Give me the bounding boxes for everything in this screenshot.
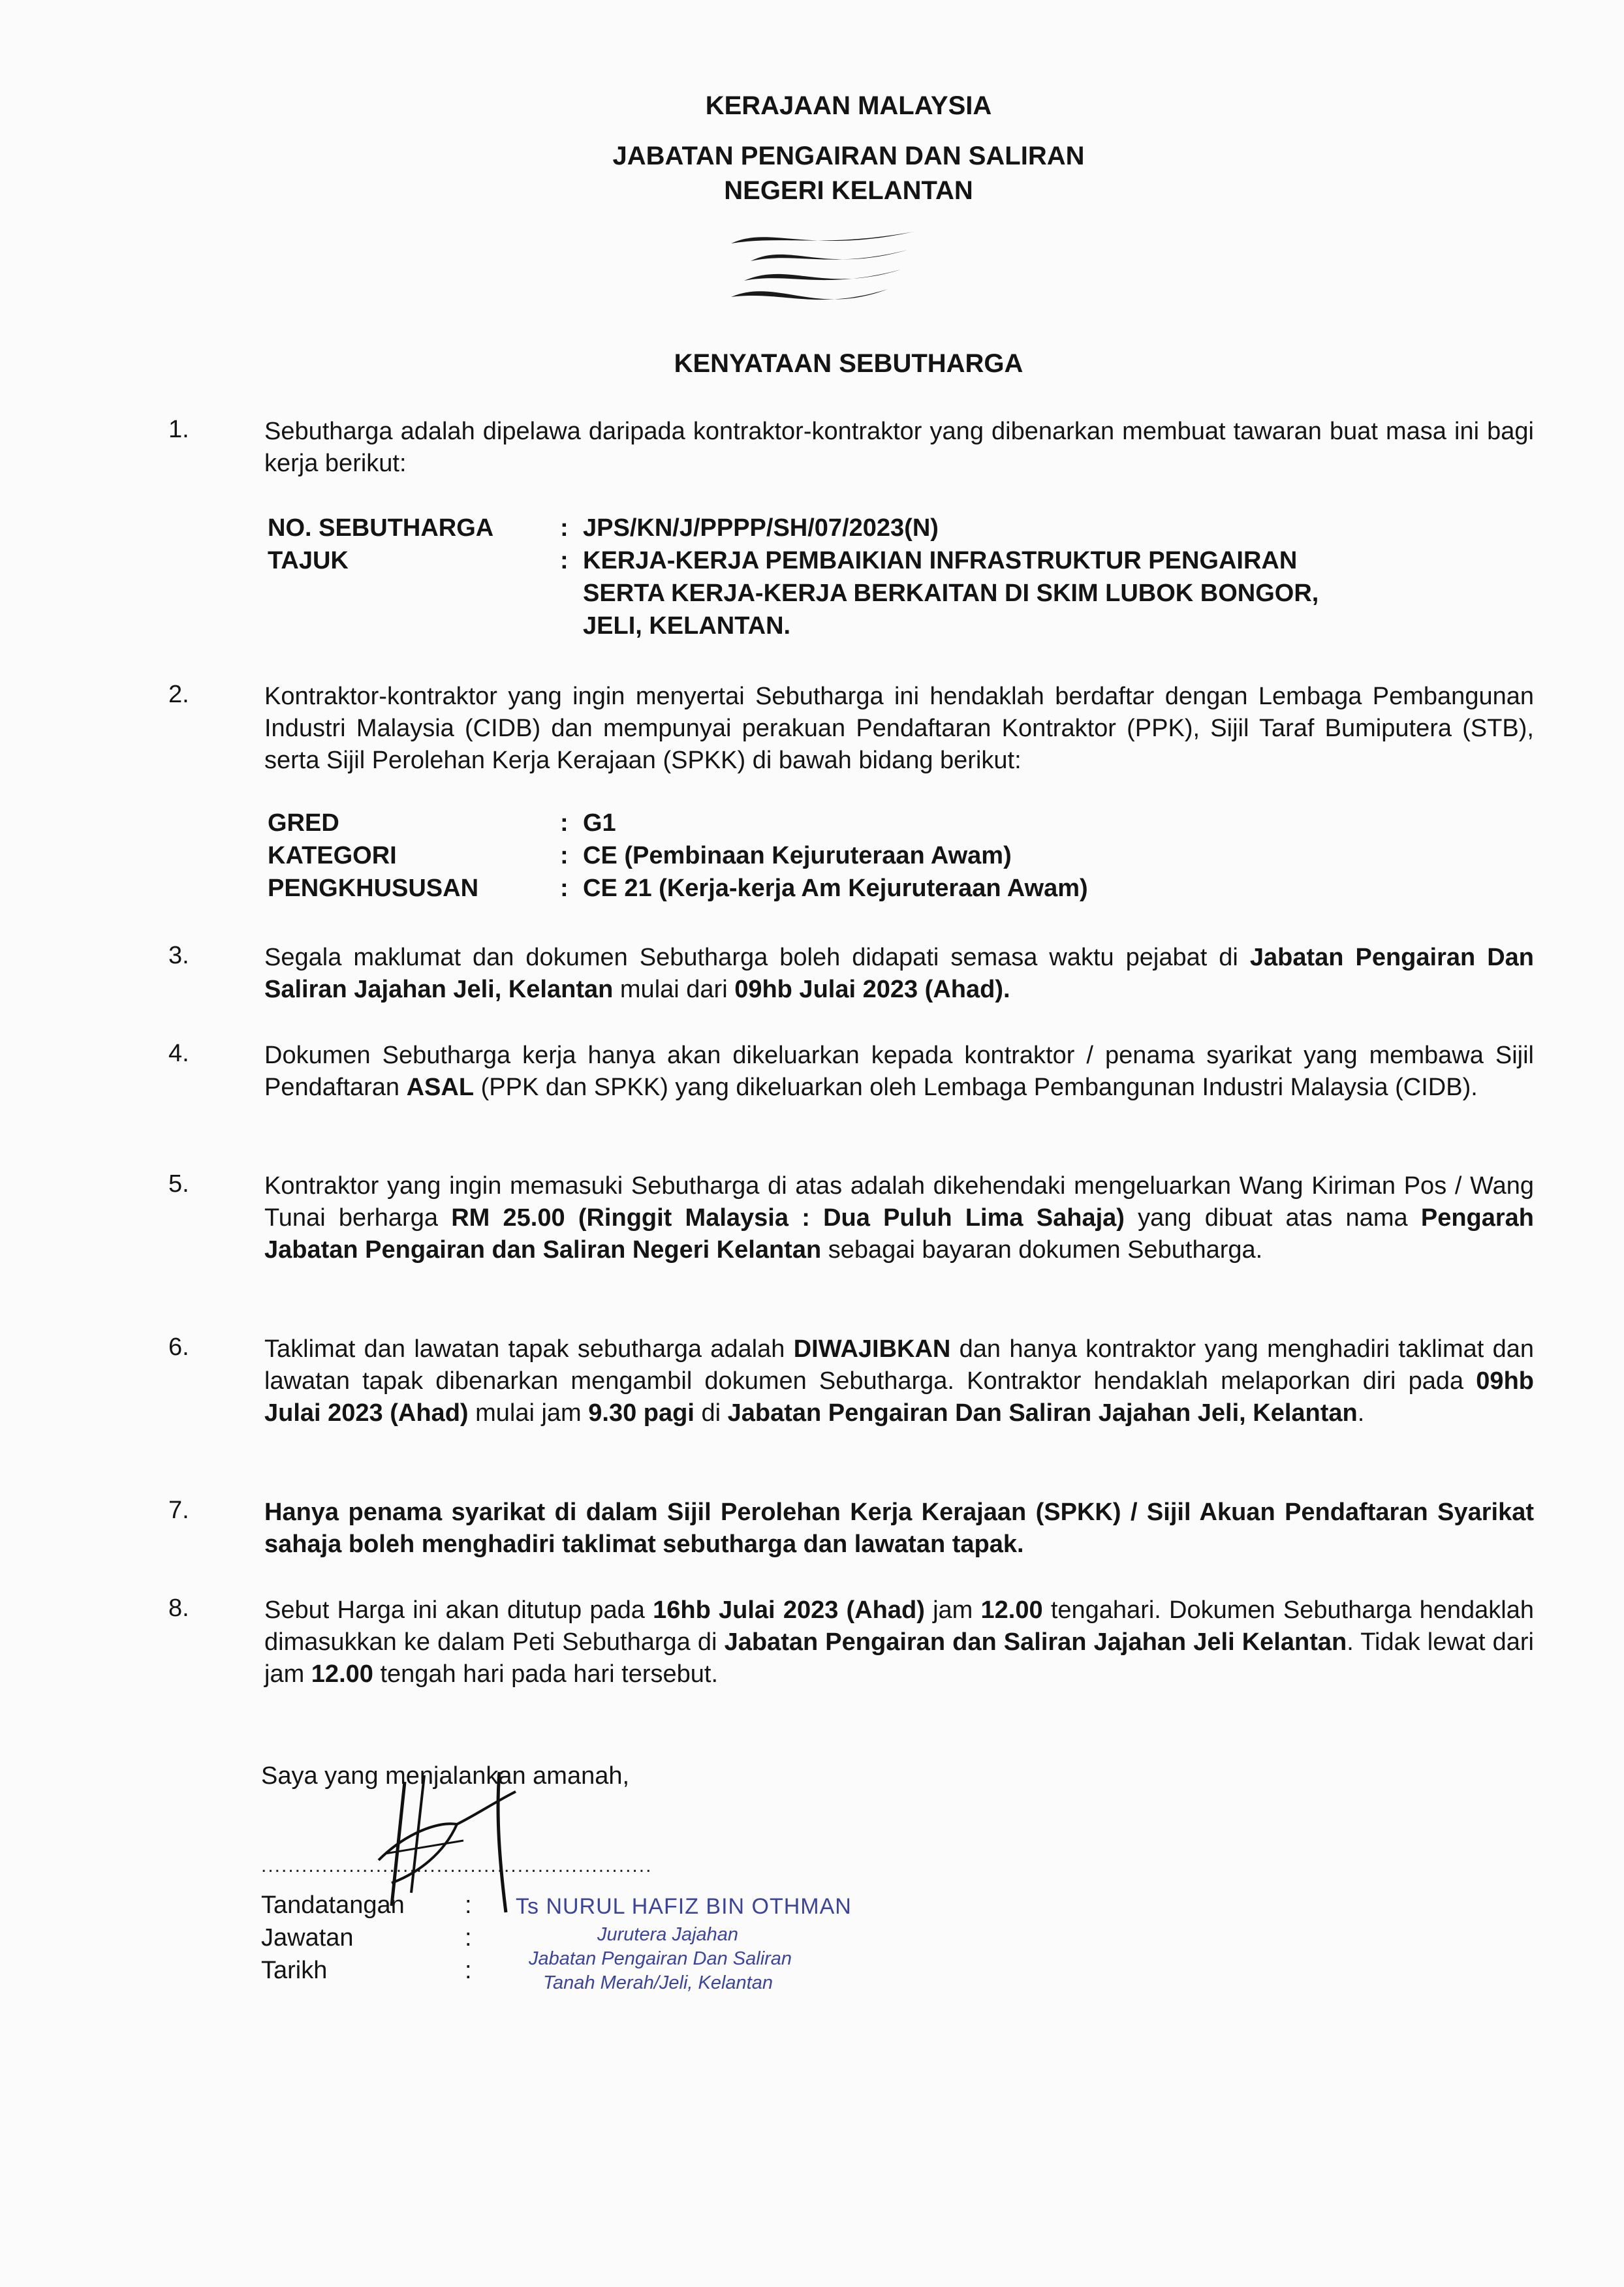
paragraph-2: Kontraktor-kontraktor yang ingin menyertai Sebutharga ini hendaklah berdaftar dengan Lembaga Pembangunan Industri Malaysia (CIDB) dan mempunyai perakuan Pendaftaran Kontraktor (PPK), Sijil Taraf Bumiputera (STB), serta Sijil Perolehan Kerja Kerajaan (SPKK) di bawah bidang berikut: xyxy=(264,683,1534,774)
header-line-1: KERAJAAN MALAYSIA xyxy=(705,91,992,120)
tender-no-label: NO. SEBUTHARGA xyxy=(268,514,494,542)
item-number-7: 7. xyxy=(168,1497,189,1524)
gred-label: GRED xyxy=(268,809,339,837)
paragraph-8: Sebut Harga ini akan ditutup pada 16hb Julai 2023 (Ahad) jam 12.00 tengahari. Dokumen Sebutharga hendaklah dimasukkan ke dalam Peti Sebutharga di Jabatan Pengairan dan Saliran Jajahan Jeli Kelantan. Tidak lewat dari jam 12.00 tengah hari pada hari tersebut. xyxy=(264,1596,1534,1688)
tajuk-line-1: KERJA-KERJA PEMBAIKIAN INFRASTRUKTUR PENGAIRAN xyxy=(583,547,1298,574)
kategori-colon: : xyxy=(560,842,569,869)
document-title: KENYATAAN SEBUTHARGA xyxy=(674,349,1023,378)
tajuk-line-3: JELI, KELANTAN. xyxy=(583,612,791,640)
tender-no-value: JPS/KN/J/PPPP/SH/07/2023(N) xyxy=(583,514,939,542)
jps-waves-logo xyxy=(725,225,920,323)
signature-dotted-line: .......................................................... xyxy=(261,1855,653,1876)
tandatangan-label: Tandatangan xyxy=(261,1891,405,1919)
stamp-name: Ts NURUL HAFIZ BIN OTHMAN xyxy=(516,1894,852,1919)
stamp-title: Jurutera Jajahan xyxy=(597,1924,739,1945)
tandatangan-colon: : xyxy=(465,1891,472,1919)
tender-no-colon: : xyxy=(560,514,569,542)
paragraph-1: Sebutharga adalah dipelawa daripada kontraktor-kontraktor yang dibenarkan membuat tawaran buat masa ini bagi kerja berikut: xyxy=(264,418,1534,477)
gred-value: G1 xyxy=(583,809,616,837)
kategori-label: KATEGORI xyxy=(268,842,397,869)
header-line-2: JABATAN PENGAIRAN DAN SALIRAN xyxy=(612,142,1085,170)
closing-line: Saya yang menjalankan amanah, xyxy=(261,1762,630,1790)
tarikh-colon: : xyxy=(465,1957,472,1984)
paragraph-3: Segala maklumat dan dokumen Sebutharga boleh didapati semasa waktu pejabat di Jabatan Pengairan Dan Saliran Jajahan Jeli, Kelantan mulai dari 09hb Julai 2023 (Ahad). xyxy=(264,944,1534,1003)
paragraph-4: Dokumen Sebutharga kerja hanya akan dikeluarkan kepada kontraktor / penama syarikat yang membawa Sijil Pendaftaran ASAL (PPK dan SPKK) yang dikeluarkan oleh Lembaga Pembangunan Industri Malaysia (CIDB). xyxy=(264,1042,1534,1101)
item-number-2: 2. xyxy=(168,681,189,708)
stamp-department: Jabatan Pengairan Dan Saliran xyxy=(529,1948,792,1969)
stamp-location: Tanah Merah/Jeli, Kelantan xyxy=(543,1972,773,1993)
item-number-4: 4. xyxy=(168,1040,189,1067)
item-number-5: 5. xyxy=(168,1170,189,1198)
gred-colon: : xyxy=(560,809,569,837)
item-number-6: 6. xyxy=(168,1333,189,1361)
pengkhususan-value: CE 21 (Kerja-kerja Am Kejuruteraan Awam) xyxy=(583,875,1088,902)
tender-info-block xyxy=(0,512,1567,656)
paragraph-7: Hanya penama syarikat di dalam Sijil Perolehan Kerja Kerajaan (SPKK) / Sijil Akuan Pendaftaran Syarikat sahaja boleh menghadiri taklimat sebutharga dan lawatan tapak. xyxy=(264,1499,1534,1558)
jawatan-colon: : xyxy=(465,1924,472,1952)
kategori-value: CE (Pembinaan Kejuruteraan Awam) xyxy=(583,842,1012,869)
grade-info-block xyxy=(0,807,1567,912)
item-number-8: 8. xyxy=(168,1595,189,1622)
tajuk-colon: : xyxy=(560,547,569,574)
item-number-3: 3. xyxy=(168,942,189,969)
tajuk-label: TAJUK xyxy=(268,547,349,574)
paragraph-5: Kontraktor yang ingin memasuki Sebutharga di atas adalah dikehendaki mengeluarkan Wang Kiriman Pos / Wang Tunai berharga RM 25.00 (Ringgit Malaysia : Dua Puluh Lima Sahaja) yang dibuat atas nama Pengarah Jabatan Pengairan dan Saliran Negeri Kelantan sebagai bayaran dokumen Sebutharga. xyxy=(264,1172,1535,1264)
tarikh-label: Tarikh xyxy=(261,1957,328,1984)
pengkhususan-colon: : xyxy=(560,875,569,902)
jawatan-label: Jawatan xyxy=(261,1924,354,1952)
tajuk-line-2: SERTA KERJA-KERJA BERKAITAN DI SKIM LUBOK BONGOR, xyxy=(583,580,1319,607)
pengkhususan-label: PENGKHUSUSAN xyxy=(268,875,479,902)
header-line-3: NEGERI KELANTAN xyxy=(724,176,973,205)
item-number-1: 1. xyxy=(168,416,189,443)
paragraph-6: Taklimat dan lawatan tapak sebutharga adalah DIWAJIBKAN dan hanya kontraktor yang menghadiri taklimat dan lawatan tapak dibenarkan mengambil dokumen Sebutharga. Kontraktor hendaklah melaporkan diri pada 09hb Julai 2023 (Ahad) mulai jam 9.30 pagi di Jabatan Pengairan Dan Saliran Jajahan Jeli, Kelantan. xyxy=(264,1335,1534,1427)
